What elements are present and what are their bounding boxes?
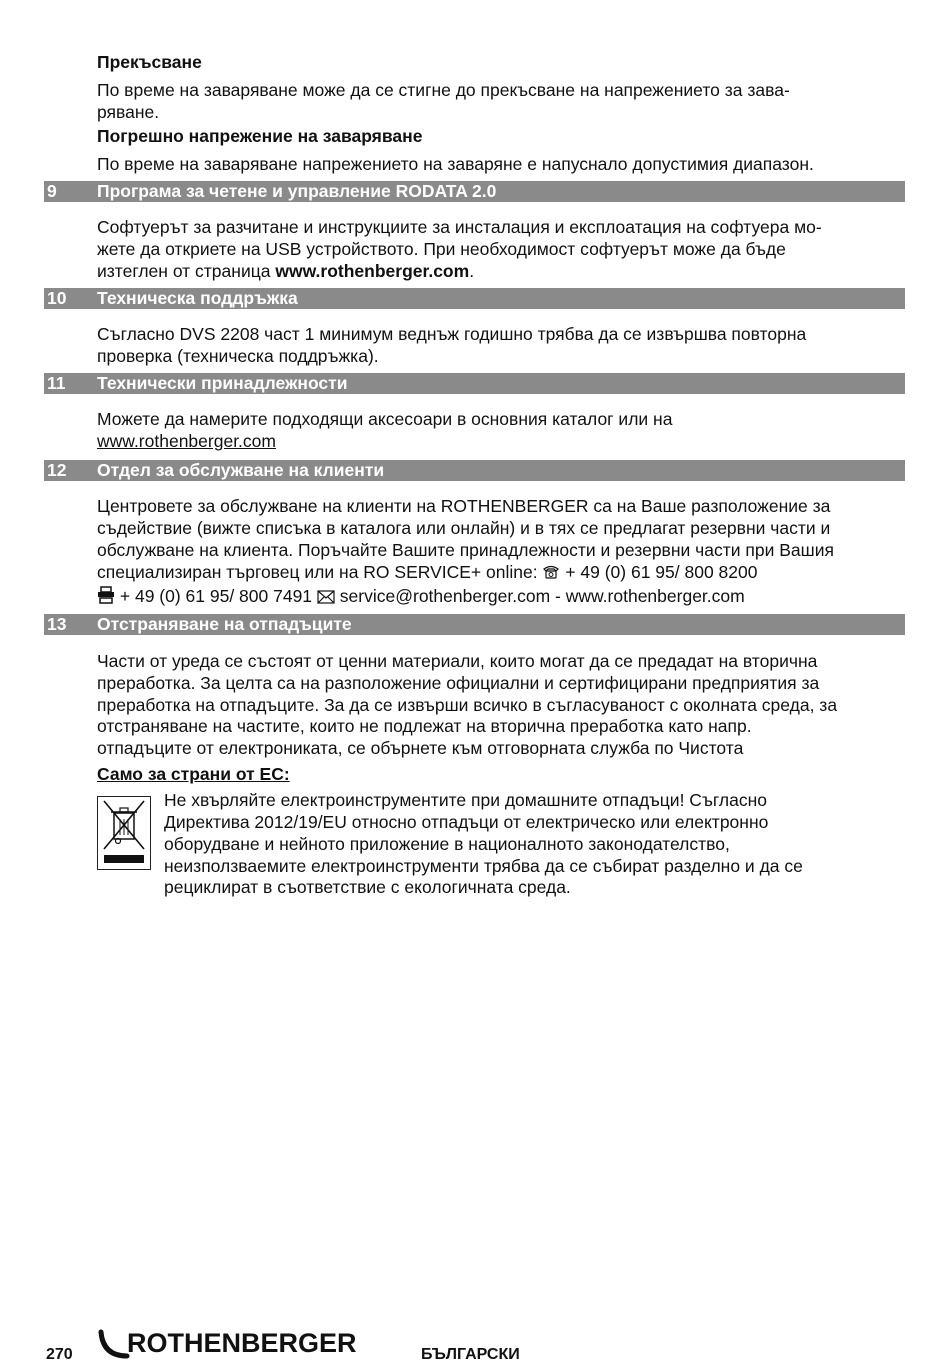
- section-title: Отдел за обслужване на клиенти: [97, 460, 385, 480]
- envelope-icon: [317, 590, 335, 604]
- rothenberger-link[interactable]: www.rothenberger.com: [275, 261, 470, 281]
- page-number: 270: [46, 1346, 73, 1363]
- section-11-header: [44, 373, 905, 394]
- section-title: Програма за четене и управление RODATA 2.0: [97, 181, 497, 201]
- eu-only-heading: Само за страни от ЕС:: [97, 764, 290, 784]
- wrong-voltage-text: По време на заваряване напрежението на заваряне е напуснало допустимия диапазон.: [97, 154, 814, 174]
- phone-icon: [542, 564, 560, 580]
- s11-link[interactable]: www.rothenberger.com: [97, 431, 276, 451]
- website-link[interactable]: www.rothenberger.com: [565, 586, 745, 606]
- section-title: Технически принадлежности: [97, 373, 348, 393]
- phone-number[interactable]: + 49 (0) 61 95/ 800 8200: [565, 562, 758, 582]
- s12-text: специализиран търговец или на RO SERVICE+ online:: [97, 562, 538, 582]
- s12-text-line: съдействие (вижте списъка в каталога или онлайн) и в тях се предлагат резервни части и: [97, 518, 831, 538]
- interruption-text-line: По време на заваряване може да се стигне до прекъсване на напрежението за зава-: [97, 80, 790, 100]
- section-number: 12: [47, 460, 67, 480]
- wrong-voltage-heading: Погрешно напрежение на заваряване: [97, 126, 423, 146]
- email-link[interactable]: service@rothenberger.com: [339, 586, 551, 606]
- section-13-header: [44, 614, 905, 635]
- section-title: Техническа поддръжка: [97, 288, 298, 308]
- fax-number: + 49 (0) 61 95/ 800 7491: [119, 586, 313, 606]
- s9-text: изтеглен от страница: [97, 261, 276, 281]
- interruption-heading: Прекъсване: [97, 52, 202, 72]
- eu-text-line: неизползваемите електроинструменти трябва да се събират разделно и да се: [164, 856, 803, 876]
- section-number: 10: [47, 288, 67, 308]
- s12-text-line: обслужване на клиента. Поръчайте Вашите принадлежности и резервни части при Вашия: [97, 540, 834, 560]
- s13-text-line: Части от уреда се състоят от ценни материали, които могат да се предадат на вторична: [97, 651, 818, 671]
- interruption-text-line: ряване.: [97, 102, 160, 122]
- s13-text-line: преработка на отпадъците. За да се извърши всичко в съгласуваност с околната среда, за: [97, 695, 838, 715]
- s11-text-line: Можете да намерите подходящи аксесоари в основния каталог или на: [97, 409, 673, 429]
- eu-text-line: оборудване и нейното приложение в националното законодателство,: [164, 834, 730, 854]
- section-10-header: [44, 288, 905, 309]
- separator: -: [555, 586, 561, 606]
- eu-text-line: Директива 2012/19/EU относно отпадъци от електрическо или електронно: [164, 812, 769, 832]
- s13-text-line: отстраняване на частите, които не подлежат на вторична преработка като напр.: [97, 716, 752, 736]
- section-number: 13: [47, 614, 67, 634]
- section-number: 9: [47, 181, 57, 201]
- s10-text-line: проверка (техническа поддръжка).: [97, 346, 379, 366]
- s13-text-line: отпадъците от електрониката, се обърнете към отговорната служба по Чистота: [97, 738, 744, 758]
- s9-text-line: жете да откриете на USB устройството. При необходимост софтуерът може да бъде: [97, 239, 786, 259]
- logo-text: ROTHENBERGER: [127, 1328, 357, 1358]
- s12-text-line: Центровете за обслужване на клиенти на ROTHENBERGER са на Ваше разположение за: [97, 496, 831, 516]
- s9-text-line: [97, 261, 907, 283]
- eu-text-line: рециклират в съответствие с екологичната среда.: [164, 877, 571, 897]
- s10-text-line: Съгласно DVS 2208 част 1 минимум веднъж годишно трябва да се извършва повторна: [97, 324, 807, 344]
- section-title: Отстраняване на отпадъците: [97, 614, 352, 634]
- section-9-header: [44, 181, 905, 202]
- s12-text-line: [97, 562, 907, 584]
- crossed-out-bin-icon: [97, 796, 151, 870]
- s12-contact-line: [97, 586, 907, 608]
- section-number: 11: [47, 373, 66, 393]
- s13-text-line: преработка. За целта са на разположение официални и сертифицирани предприятия за: [97, 673, 820, 693]
- s9-text-line: Софтуерът за разчитане и инструкциите за инсталация и експлоатация на софтуера мо-: [97, 217, 822, 237]
- language-label: БЪЛГАРСКИ: [421, 1346, 520, 1363]
- fax-icon: [97, 586, 115, 604]
- eu-text-line: Не хвърляйте електроинструментите при домашните отпадъци! Съгласно: [164, 790, 767, 810]
- s9-text: .: [469, 261, 475, 281]
- section-12-header: [44, 460, 905, 481]
